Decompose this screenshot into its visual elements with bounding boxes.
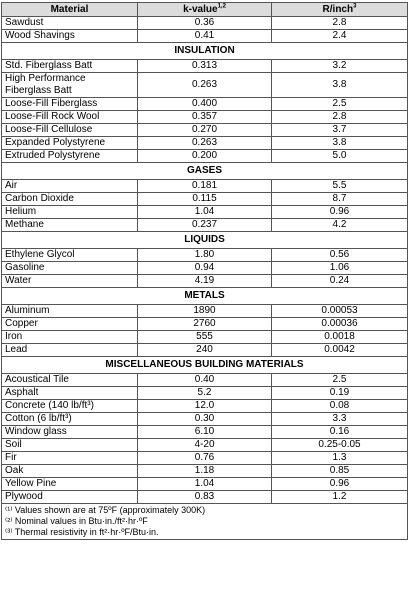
material-cell: Std. Fiberglass Batt	[2, 60, 138, 73]
material-cell: Iron	[2, 331, 138, 344]
section-header-row	[2, 163, 408, 180]
table-row	[2, 137, 408, 150]
material-cell: Wood Shavings	[2, 30, 138, 43]
material-cell: Yellow Pine	[2, 478, 138, 491]
k-value-cell: 1.04	[138, 478, 272, 491]
k-value-cell: 0.263	[138, 73, 272, 98]
material-cell: Plywood	[2, 491, 138, 504]
footnote: ⁽²⁾ Nominal values in Btu·in./ft²·hr·ºF	[5, 516, 148, 526]
section-title: INSULATION	[2, 43, 408, 60]
footnote: ⁽³⁾ Thermal resistivity in ft²·hr·ºF/Btu·in.	[5, 527, 159, 537]
table-row	[2, 331, 408, 344]
header-row	[2, 3, 408, 17]
material-cell: Ethylene Glycol	[2, 249, 138, 262]
table-row	[2, 374, 408, 387]
section-title: GASES	[2, 163, 408, 180]
material-cell: Oak	[2, 465, 138, 478]
table-row	[2, 17, 408, 30]
table-row	[2, 249, 408, 262]
material-cell: Expanded Polystyrene	[2, 137, 138, 150]
material-cell: Window glass	[2, 426, 138, 439]
k-value-cell: 2760	[138, 318, 272, 331]
k-value-cell: 0.313	[138, 60, 272, 73]
r-per-inch-cell: 2.5	[272, 374, 408, 387]
table-row	[2, 73, 408, 98]
table-row	[2, 387, 408, 400]
table-row	[2, 206, 408, 219]
r-per-inch-cell: 0.16	[272, 426, 408, 439]
material-cell: Air	[2, 180, 138, 193]
k-value-cell: 1.04	[138, 206, 272, 219]
material-cell: Loose-Fill Cellulose	[2, 124, 138, 137]
k-value-cell: 0.115	[138, 193, 272, 206]
r-per-inch-cell: 3.8	[272, 73, 408, 98]
material-cell: Water	[2, 275, 138, 288]
r-per-inch-cell: 1.2	[272, 491, 408, 504]
table-row	[2, 124, 408, 137]
section-title: MISCELLANEOUS BUILDING MATERIALS	[2, 357, 408, 374]
k-value-cell: 0.357	[138, 111, 272, 124]
k-value-cell: 4.19	[138, 275, 272, 288]
table-row	[2, 193, 408, 206]
material-cell: Acoustical Tile	[2, 374, 138, 387]
table-row	[2, 452, 408, 465]
table-row	[2, 318, 408, 331]
thermal-properties-table-container	[1, 2, 407, 540]
k-value-cell: 0.200	[138, 150, 272, 163]
material-cell: Concrete (140 lb/ft³)	[2, 400, 138, 413]
thermal-properties-table	[1, 2, 408, 540]
k-value-cell: 0.237	[138, 219, 272, 232]
r-per-inch-cell: 0.00036	[272, 318, 408, 331]
k-value-cell: 0.36	[138, 17, 272, 30]
table-row	[2, 180, 408, 193]
r-per-inch-cell: 0.25-0.05	[272, 439, 408, 452]
r-per-inch-cell: 5.0	[272, 150, 408, 163]
table-row	[2, 439, 408, 452]
footnotes-row	[2, 504, 408, 540]
r-per-inch-cell: 3.7	[272, 124, 408, 137]
table-row	[2, 400, 408, 413]
r-per-inch-cell: 0.56	[272, 249, 408, 262]
table-row	[2, 491, 408, 504]
k-value-cell: 0.76	[138, 452, 272, 465]
header-r-per-inch-label: R/inch	[322, 4, 354, 15]
material-cell: Lead	[2, 344, 138, 357]
header-k-value-footnote: 1,2	[217, 3, 226, 10]
table-row	[2, 426, 408, 439]
material-cell: Asphalt	[2, 387, 138, 400]
r-per-inch-cell: 0.08	[272, 400, 408, 413]
r-per-inch-cell: 3.8	[272, 137, 408, 150]
table-row	[2, 305, 408, 318]
header-r-per-inch	[272, 3, 408, 17]
table-body	[2, 17, 408, 540]
r-per-inch-cell: 1.06	[272, 262, 408, 275]
footnote: ⁽¹⁾ Values shown are at 75ºF (approximately 300K)	[5, 505, 206, 515]
r-per-inch-cell: 8.7	[272, 193, 408, 206]
r-per-inch-cell: 4.2	[272, 219, 408, 232]
section-title: LIQUIDS	[2, 232, 408, 249]
k-value-cell: 1.80	[138, 249, 272, 262]
material-cell: Fir	[2, 452, 138, 465]
r-per-inch-cell: 2.5	[272, 98, 408, 111]
k-value-cell: 0.263	[138, 137, 272, 150]
material-cell: Sawdust	[2, 17, 138, 30]
material-cell: Aluminum	[2, 305, 138, 318]
r-per-inch-cell: 0.0018	[272, 331, 408, 344]
r-per-inch-cell: 5.5	[272, 180, 408, 193]
k-value-cell: 0.41	[138, 30, 272, 43]
r-per-inch-cell: 3.3	[272, 413, 408, 426]
section-header-row	[2, 288, 408, 305]
table-row	[2, 150, 408, 163]
r-per-inch-cell: 1.3	[272, 452, 408, 465]
material-cell: Extruded Polystyrene	[2, 150, 138, 163]
k-value-cell: 0.181	[138, 180, 272, 193]
k-value-cell: 0.270	[138, 124, 272, 137]
section-header-row	[2, 232, 408, 249]
table-row	[2, 262, 408, 275]
header-k-value	[138, 3, 272, 17]
k-value-cell: 0.400	[138, 98, 272, 111]
material-cell: Methane	[2, 219, 138, 232]
k-value-cell: 6.10	[138, 426, 272, 439]
k-value-cell: 1890	[138, 305, 272, 318]
header-k-value-label: k-value	[183, 4, 218, 15]
material-cell: Copper	[2, 318, 138, 331]
r-per-inch-cell: 2.8	[272, 111, 408, 124]
section-header-row	[2, 43, 408, 60]
r-per-inch-cell: 0.85	[272, 465, 408, 478]
material-cell: Helium	[2, 206, 138, 219]
r-per-inch-cell: 2.4	[272, 30, 408, 43]
table-row	[2, 60, 408, 73]
material-cell: Soil	[2, 439, 138, 452]
r-per-inch-cell: 0.00053	[272, 305, 408, 318]
k-value-cell: 4-20	[138, 439, 272, 452]
table-row	[2, 111, 408, 124]
header-r-per-inch-footnote: 3	[353, 3, 357, 10]
section-header-row	[2, 357, 408, 374]
material-cell: Cotton (6 lb/ft³)	[2, 413, 138, 426]
r-per-inch-cell: 0.19	[272, 387, 408, 400]
r-per-inch-cell: 0.0042	[272, 344, 408, 357]
r-per-inch-cell: 0.24	[272, 275, 408, 288]
table-row	[2, 478, 408, 491]
r-per-inch-cell: 3.2	[272, 60, 408, 73]
section-title: METALS	[2, 288, 408, 305]
table-row	[2, 275, 408, 288]
r-per-inch-cell: 2.8	[272, 17, 408, 30]
header-material: Material	[2, 3, 138, 17]
r-per-inch-cell: 0.96	[272, 478, 408, 491]
k-value-cell: 0.94	[138, 262, 272, 275]
table-row	[2, 344, 408, 357]
k-value-cell: 5.2	[138, 387, 272, 400]
k-value-cell: 12.0	[138, 400, 272, 413]
k-value-cell: 555	[138, 331, 272, 344]
k-value-cell: 0.40	[138, 374, 272, 387]
table-row	[2, 219, 408, 232]
table-row	[2, 413, 408, 426]
k-value-cell: 240	[138, 344, 272, 357]
material-cell: Carbon Dioxide	[2, 193, 138, 206]
k-value-cell: 1.18	[138, 465, 272, 478]
table-row	[2, 465, 408, 478]
footnotes-cell	[2, 504, 408, 540]
r-per-inch-cell: 0.96	[272, 206, 408, 219]
material-cell: Loose-Fill Rock Wool	[2, 111, 138, 124]
material-cell: Gasoline	[2, 262, 138, 275]
table-row	[2, 30, 408, 43]
k-value-cell: 0.83	[138, 491, 272, 504]
material-cell: High Performance Fiberglass Batt	[2, 73, 138, 98]
k-value-cell: 0.30	[138, 413, 272, 426]
table-row	[2, 98, 408, 111]
material-cell: Loose-Fill Fiberglass	[2, 98, 138, 111]
